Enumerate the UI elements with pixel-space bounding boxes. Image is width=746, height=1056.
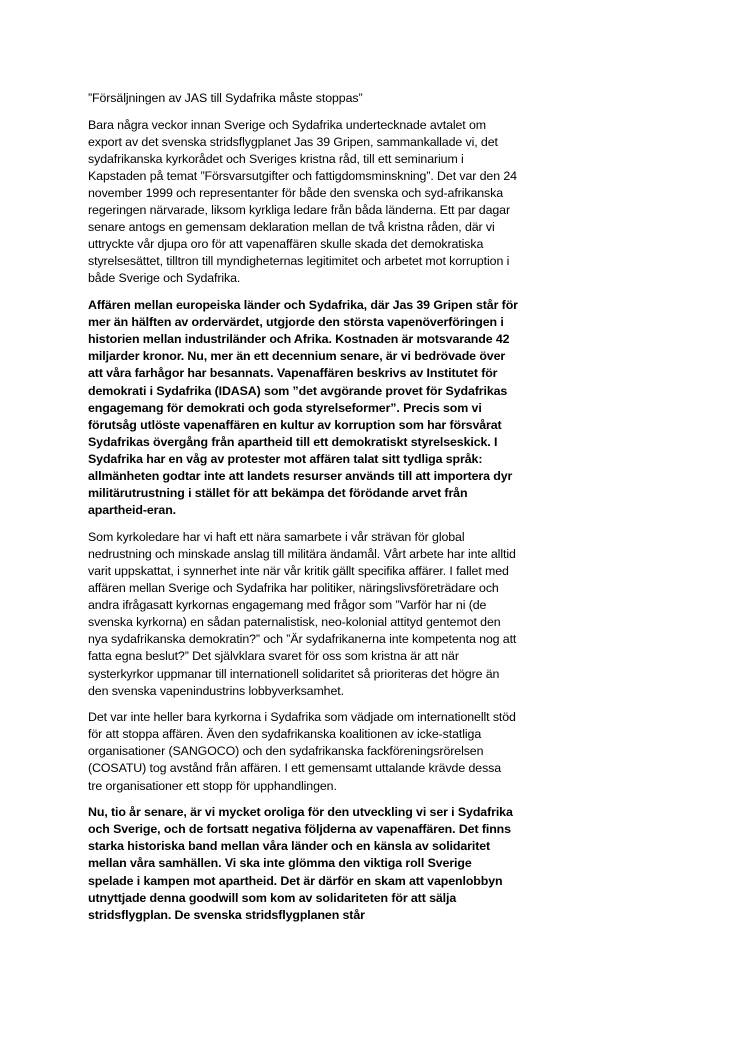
paragraph-1: Bara några veckor innan Sverige och Sydafrika undertecknade avtalet om export av det svenska stridsflygplanet Jas 39 Gripen, sammankallade vi, det sydafrikanska kyrkorådet och Sveriges kristna råd, till ett seminarium i Kapstaden på temat ”Försvarsutgifter och fattigdomsminskning”. Det var den 24 november 1999 och representanter för både den svenska och syd-afrikanska regeringen närvarade, liksom kyrkliga ledare från båda länderna. Ett par dagar senare antogs en gemensam deklaration mellan de två kristna råden, där vi uttryckte vår djupa oro för att vapenaffären skulle skada det demokratiska styrelsesättet, tilltron till myndigheternas legitimitet och arbetet mot korruption i både Sverige och Sydafrika.: [88, 117, 517, 286]
article-title: ”Försäljningen av JAS till Sydafrika måste stoppas”: [88, 91, 363, 105]
paragraph-2-bold: Affären mellan europeiska länder och Sydafrika, där Jas 39 Gripen står för mer än hälften av ordervärdet, utgjorde den största vapenöverföringen i historien mellan industriländer och Afrika. Kostnaden är motsvarande 42 miljarder kronor. Nu, mer än ett decennium senare, är vi bedrövade över att våra farhågor har besannats. Vapenaffären beskrivs av Institutet för demokrati i Sydafrika (IDASA) som ”det avgörande provet för Sydafrikas engagemang för demokrati och goda styrelseformer”. Precis som vi förutsåg utlöste vapenaffären en kultur av korruption som har försvårat Sydafrikas övergång från apartheid till ett demokratiskt styrelseskick. I Sydafrika har en våg av protester mot affären talat sitt tydliga språk: allmänheten godtar inte att landets resurser används till att importera dyr militärutrustning i stället för att bekämpa det förödande arvet från apartheid-eran.: [88, 298, 518, 518]
paragraph-5-bold: Nu, tio år senare, är vi mycket oroliga för den utveckling vi ser i Sydafrika och Sverige, och de fortsatt negativa följderna av vapenaffären. Det finns starka historiska band mellan våra länder och en känsla av solidaritet mellan våra samhällen. Vi ska inte glömma den viktiga roll Sverige spelade i kampen mot apartheid. Det är därför en skam att vapenlobbyn utnyttjade denna goodwill som kom av solidariteten för att sälja stridsflygplan. De svenska stridsflygplanen står: [88, 805, 513, 922]
paragraph-3: Som kyrkoledare har vi haft ett nära samarbete i vår strävan för global nedrustning och minskade anslag till militära ändamål. Vårt arbete har inte alltid varit uppskattat, i synnerhet inte när vår kritik gällt specifika affärer. I fallet med affären mellan Sverige och Sydafrika har politiker, näringslivsföreträdare och andra ifrågasatt kyrkornas engagemang med frågor som ”Varför har ni (de svenska kyrkorna) en sådan paternalistisk, neo-kolonial attityd gentemot den nya sydafrikanska demokratin?” och ”Är sydafrikanerna inte kompetenta nog att fatta egna beslut?” Det självklara svaret för oss som kristna är att när systerkyrkor uppmanar till internationell solidaritet så prioriteras det högre än den svenska vapenindustrins lobbyverksamhet.: [88, 529, 517, 698]
paragraph-4: Det var inte heller bara kyrkorna i Sydafrika som vädjade om internationellt stöd för att stoppa affären. Även den sydafrikanska koalitionen av icke-statliga organisationer (SANGOCO) och den sydafrikanska fackföreningsrörelsen (COSATU) tog avstånd från affären. I ett gemensamt uttalande krävde dessa tre organisationer ett stopp för upphandlingen.: [88, 710, 516, 793]
article-body: [88, 90, 518, 933]
